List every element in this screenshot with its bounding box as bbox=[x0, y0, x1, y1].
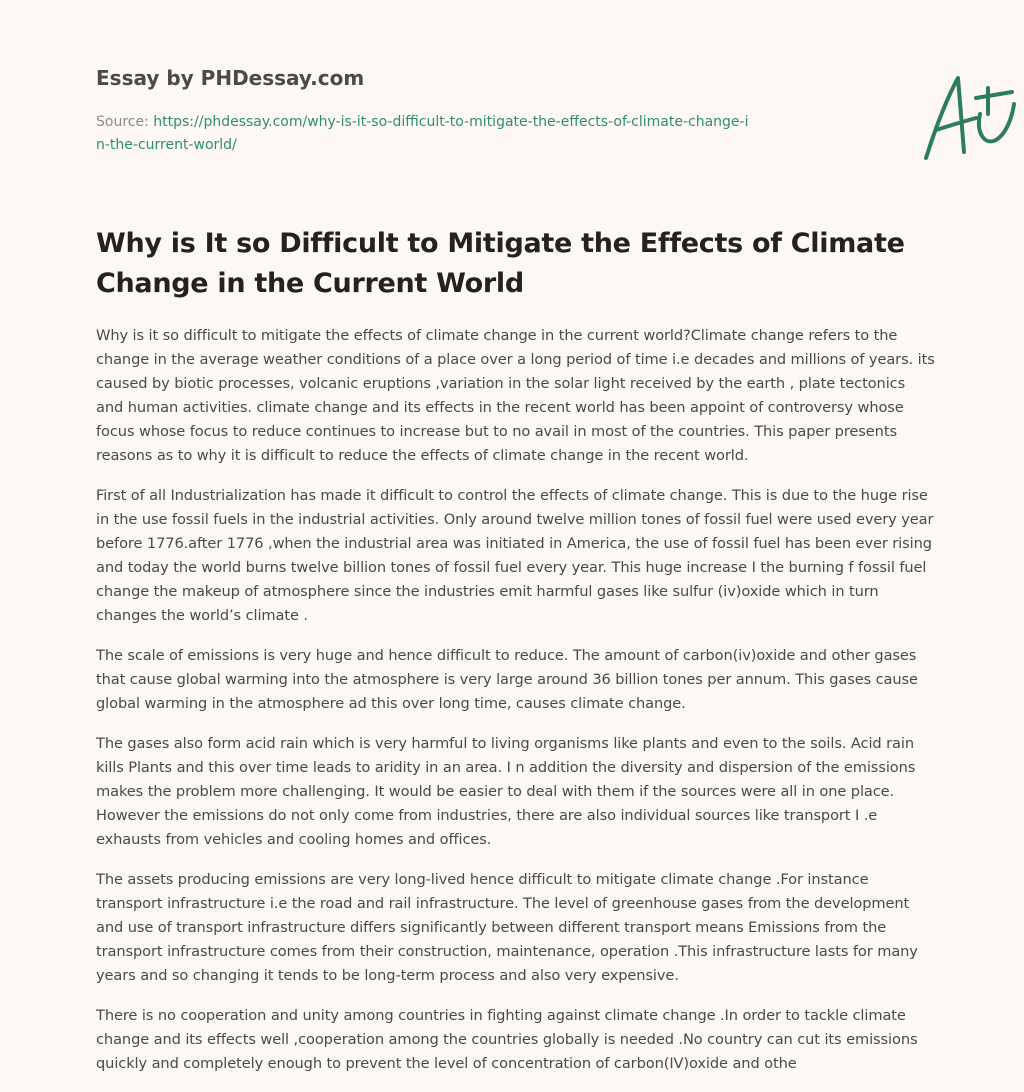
essay-paragraph: There is no cooperation and unity among countries in fighting against climate change .In order to tackle climate change and its effects well ,cooperation among the countries globally is needed .No country can cut its emissions quickly and completely enough to prevent the level of concentration of carbon(IV)oxide and othe bbox=[96, 1007, 918, 1072]
a-plus-logo-icon bbox=[914, 66, 1024, 166]
essay-paragraph: The assets producing emissions are very long-lived hence difficult to mitigate climate change .For instance transport infrastructure i.e the road and rail infrastructure. The level of greenhouse gases from the development and use of transport infrastructure differs significantly between different transport means Emissions from the transport infrastructure comes from their construction, maintenance, operation .This infrastructure lasts for many years and so changing it tends to be long-term process and also very expensive. bbox=[96, 871, 918, 984]
source-link[interactable]: https://phdessay.com/why-is-it-so-difficult-to-mitigate-the-effects-of-climate-change-in-the-current-world/ bbox=[96, 114, 749, 153]
essay-body bbox=[96, 324, 936, 1092]
essay-paragraph: Why is it so difficult to mitigate the effects of climate change in the current world?Climate change refers to the change in the average weather conditions of a place over a long period of time i.e decades and millions of years. its caused by biotic processes, volcanic eruptions ,variation in the solar light received by the earth , plate tectonics and human activities. climate change and its effects in the recent world has been appoint of controversy whose focus whose focus to reduce continues to increase but to no avail in most of the countries. This paper presents reasons as to why it is difficult to reduce the effects of climate change in the recent world. bbox=[96, 327, 935, 464]
source-line bbox=[96, 111, 756, 157]
essay-title: Why is It so Difficult to Mitigate the Effects of Climate Change in the Current World bbox=[96, 228, 905, 299]
essay-paragraph: First of all Industrialization has made it difficult to control the effects of climate change. This is due to the huge rise in the use fossil fuels in the industrial activities. Only around twelve million tones of fossil fuel were used every year before 1776.after 1776 ,when the industrial area was initiated in America, the use of fossil fuel has been ever rising and today the world burns twelve billion tones of fossil fuel every year. This huge increase I the burning f fossil fuel change the makeup of atmosphere since the industries emit harmful gases like sulfur (iv)oxide which in turn changes the world’s climate . bbox=[96, 487, 934, 624]
essay-paragraph: The gases also form acid rain which is very harmful to living organisms like plants and even to the soils. Acid rain kills Plants and this over time leads to aridity in an area. I n addition the diversity and dispersion of the emissions makes the problem more challenging. It would be easier to deal with them if the sources were all in one place. However the emissions do not only come from industries, there are also individual sources like transport I .e exhausts from vehicles and cooling homes and offices. bbox=[96, 735, 916, 848]
site-brand[interactable]: Essay by PHDessay.com bbox=[96, 66, 365, 90]
essay-paragraph: The scale of emissions is very huge and hence difficult to reduce. The amount of carbon(iv)oxide and other gases that cause global warming into the atmosphere is very large around 36 billion tones per annum. This gases cause global warming in the atmosphere ad this over long time, causes climate change. bbox=[96, 647, 918, 712]
source-label: Source: bbox=[96, 114, 149, 130]
